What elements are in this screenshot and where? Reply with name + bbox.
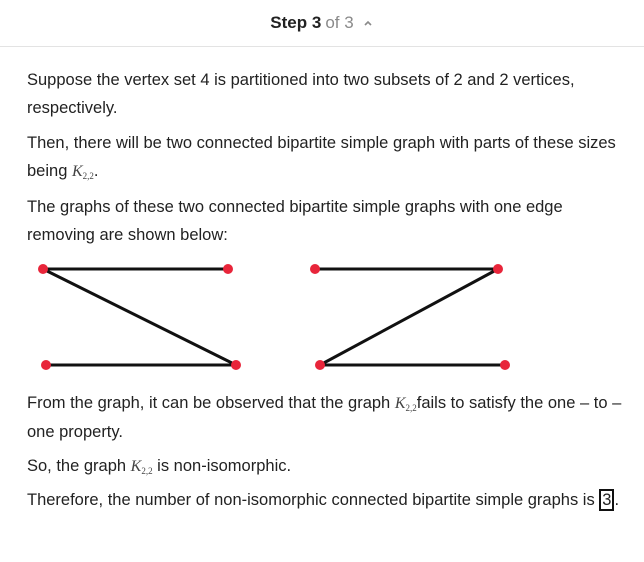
k-subscript: 2,2: [82, 171, 94, 181]
p2-end: .: [93, 162, 99, 180]
p4-text: From the graph, it can be observed that the graph: [27, 394, 395, 412]
paragraph-graphs-shown: The graphs of these two connected bipartite simple graphs with one edge removing are shown below:: [27, 198, 563, 244]
vertex: [38, 264, 48, 274]
vertex: [500, 360, 510, 370]
p6-text: Therefore, the number of non-isomorphic connected bipartite simple graphs is: [27, 491, 600, 509]
p2-text: Then, there will be two connected bipartite simple graph with parts of these sizes being: [27, 134, 616, 180]
step-label: Step 3: [270, 13, 322, 32]
solution-content: [27, 66, 627, 256]
answer-box: 3: [599, 489, 614, 511]
right-graph: [310, 264, 510, 370]
vertex: [231, 360, 241, 370]
k-subscript: 2,2: [405, 403, 417, 413]
p6-end: .: [614, 491, 620, 509]
k22-math: [131, 458, 153, 475]
vertex: [493, 264, 503, 274]
k22-math: [72, 163, 94, 180]
p4-end: fails to satisfy the one – to – one property.: [27, 394, 622, 441]
paragraph-partition: Suppose the vertex set 4 is partitioned into two subsets of 2 and 2 vertices, respectively.: [27, 71, 575, 117]
p5-text: So, the graph: [27, 457, 131, 475]
vertex: [223, 264, 233, 274]
chevron-up-icon[interactable]: [362, 17, 374, 29]
paragraph-observation: [27, 389, 627, 446]
step-header[interactable]: [0, 0, 644, 47]
edge: [43, 269, 236, 365]
vertex: [310, 264, 320, 274]
k-symbol: K: [394, 395, 406, 412]
paragraph-non-isomorphic: [27, 452, 627, 481]
k-symbol: K: [71, 163, 83, 180]
step-of-label: of 3: [325, 13, 354, 32]
edge: [320, 269, 498, 365]
k22-math: [395, 395, 417, 412]
vertex: [41, 360, 51, 370]
vertex: [315, 360, 325, 370]
p5-end: is non-isomorphic.: [152, 457, 292, 475]
bipartite-graphs-figure: [30, 258, 520, 378]
paragraph-conclusion: [27, 486, 627, 514]
paragraph-two-graphs: [27, 129, 627, 186]
k-subscript: 2,2: [141, 466, 153, 476]
left-graph: [38, 264, 241, 370]
k-symbol: K: [130, 458, 142, 475]
